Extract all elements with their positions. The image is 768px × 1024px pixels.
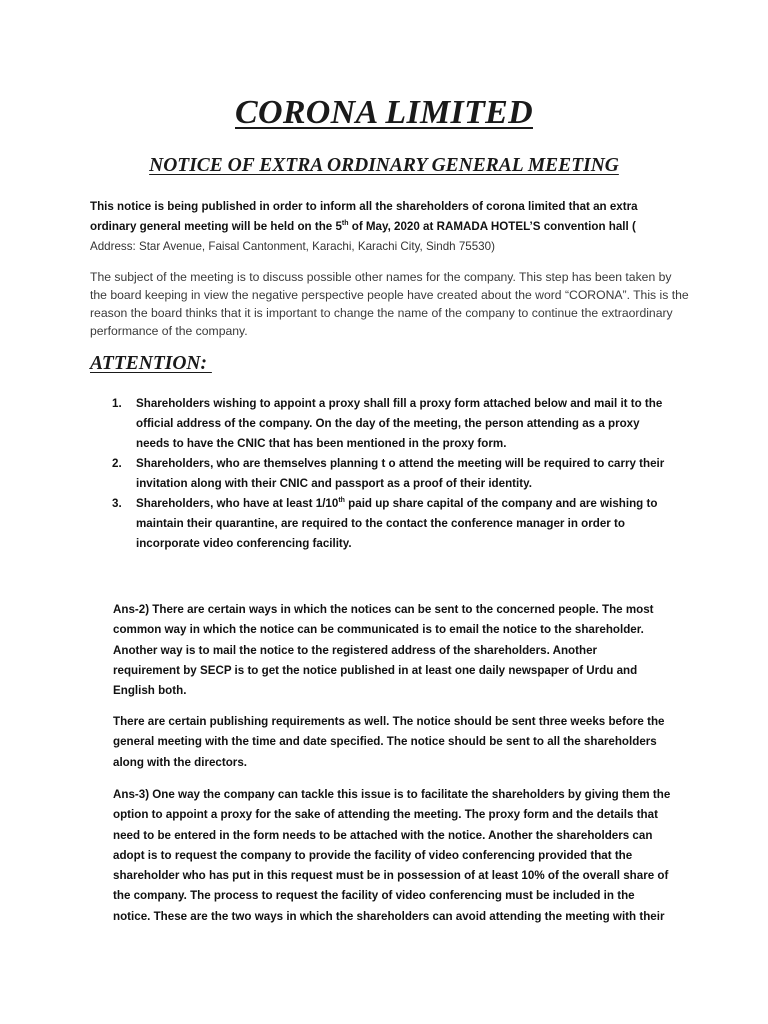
intro-text: of May, 2020 at RAMADA HOTEL’S convention hall (: [348, 220, 636, 233]
list-line: [136, 494, 688, 514]
paragraph-line: requirement by SECP is to get the notice published in at least one daily newspaper of Urdu and: [113, 663, 638, 677]
answer-2-paragraph: [113, 600, 693, 701]
paragraph-line: general meeting with the time and date specified. The notice should be sent to all the shareholders: [113, 735, 657, 749]
paragraph-line: Another way is to mail the notice to the registered address of the shareholders. Another: [113, 643, 598, 657]
intro-paragraph: [90, 197, 690, 257]
paragraph-line: Ans-2) There are certain ways in which the notices can be sent to the concerned people. The most: [113, 603, 654, 616]
list-line: Shareholders, who are themselves planning t o attend the meeting will be required to carry their: [136, 457, 665, 470]
list-number: 1.: [112, 397, 122, 410]
attention-heading: ATTENTION:: [90, 353, 212, 374]
paragraph-line: There are certain publishing requirements as well. The notice should be sent three weeks before the: [113, 715, 665, 728]
list-item: [108, 494, 688, 554]
list-item: [108, 394, 688, 454]
list-line: needs to have the CNIC that has been mentioned in the proxy form.: [136, 437, 507, 450]
paragraph-line: common way in which the notice can be communicated is to email the notice to the shareholder.: [113, 623, 644, 637]
attention-list: [108, 394, 688, 554]
paragraph-line: the company. The process to request the facility of video conferencing must be included in the: [113, 889, 635, 903]
paragraph-line: English both.: [113, 684, 187, 698]
paragraph-line: adopt is to request the company to provide the facility of video conferencing provided that the: [113, 848, 633, 862]
intro-text: ordinary general meeting will be held on the 5: [90, 220, 342, 233]
address-line: [90, 237, 690, 257]
answer-3-paragraph: [113, 785, 693, 927]
intro-line: This notice is being published in order to inform all the shareholders of corona limited that an extra: [90, 200, 638, 213]
list-number: 2.: [112, 457, 122, 470]
paragraph-line: notice. These are the two ways in which the shareholders can avoid attending the meeting with their: [113, 909, 665, 923]
publishing-requirements-paragraph: [113, 712, 693, 773]
list-line: official address of the company. On the day of the meeting, the person attending as a proxy: [136, 417, 640, 430]
notice-subtitle: NOTICE OF EXTRA ORDINARY GENERAL MEETING: [149, 155, 619, 176]
list-line: incorporate video conferencing facility.: [136, 537, 352, 550]
list-text: Shareholders, who have at least 1/10: [136, 497, 339, 510]
list-item: [108, 454, 688, 494]
document-title: CORONA LIMITED: [235, 94, 533, 131]
address-label: Address: [90, 240, 133, 253]
list-text: paid up share capital of the company and are wishing to: [344, 497, 658, 510]
paragraph-line: need to be entered in the form needs to be attached with the notice. Another the shareholders can: [113, 828, 653, 842]
list-line: Shareholders wishing to appoint a proxy shall fill a proxy form attached below and mail it to the: [136, 397, 663, 410]
paragraph-line: shareholder who has put in this request must be in possession of at least 10% of the overall share of: [113, 869, 669, 883]
paragraph-line: along with the directors.: [113, 755, 247, 769]
list-line: maintain their quarantine, are required to the contact the conference manager in order to: [136, 517, 625, 530]
subject-paragraph: The subject of the meeting is to discuss possible other names for the company. This step has been taken by the board keeping in view the negative perspective people have created about the word “CORONA”. This is the reason the board thinks that it is important to change the name of the company to continue the extraordinary performance of the company.: [90, 270, 689, 338]
address-text: : Star Avenue, Faisal Cantonment, Karachi, Karachi City, Sindh 75530): [132, 240, 495, 253]
paragraph-line: option to appoint a proxy for the sake of attending the meeting. The proxy form and the details that: [113, 808, 658, 822]
list-number: 3.: [112, 497, 122, 510]
list-line: invitation along with their CNIC and passport as a proof of their identity.: [136, 477, 532, 490]
paragraph-line: Ans-3) One way the company can tackle this issue is to facilitate the shareholders by giving them the: [113, 788, 671, 801]
ordinal-suffix: th: [338, 497, 345, 505]
ordinal-suffix: th: [341, 220, 349, 228]
intro-line: [90, 217, 690, 237]
